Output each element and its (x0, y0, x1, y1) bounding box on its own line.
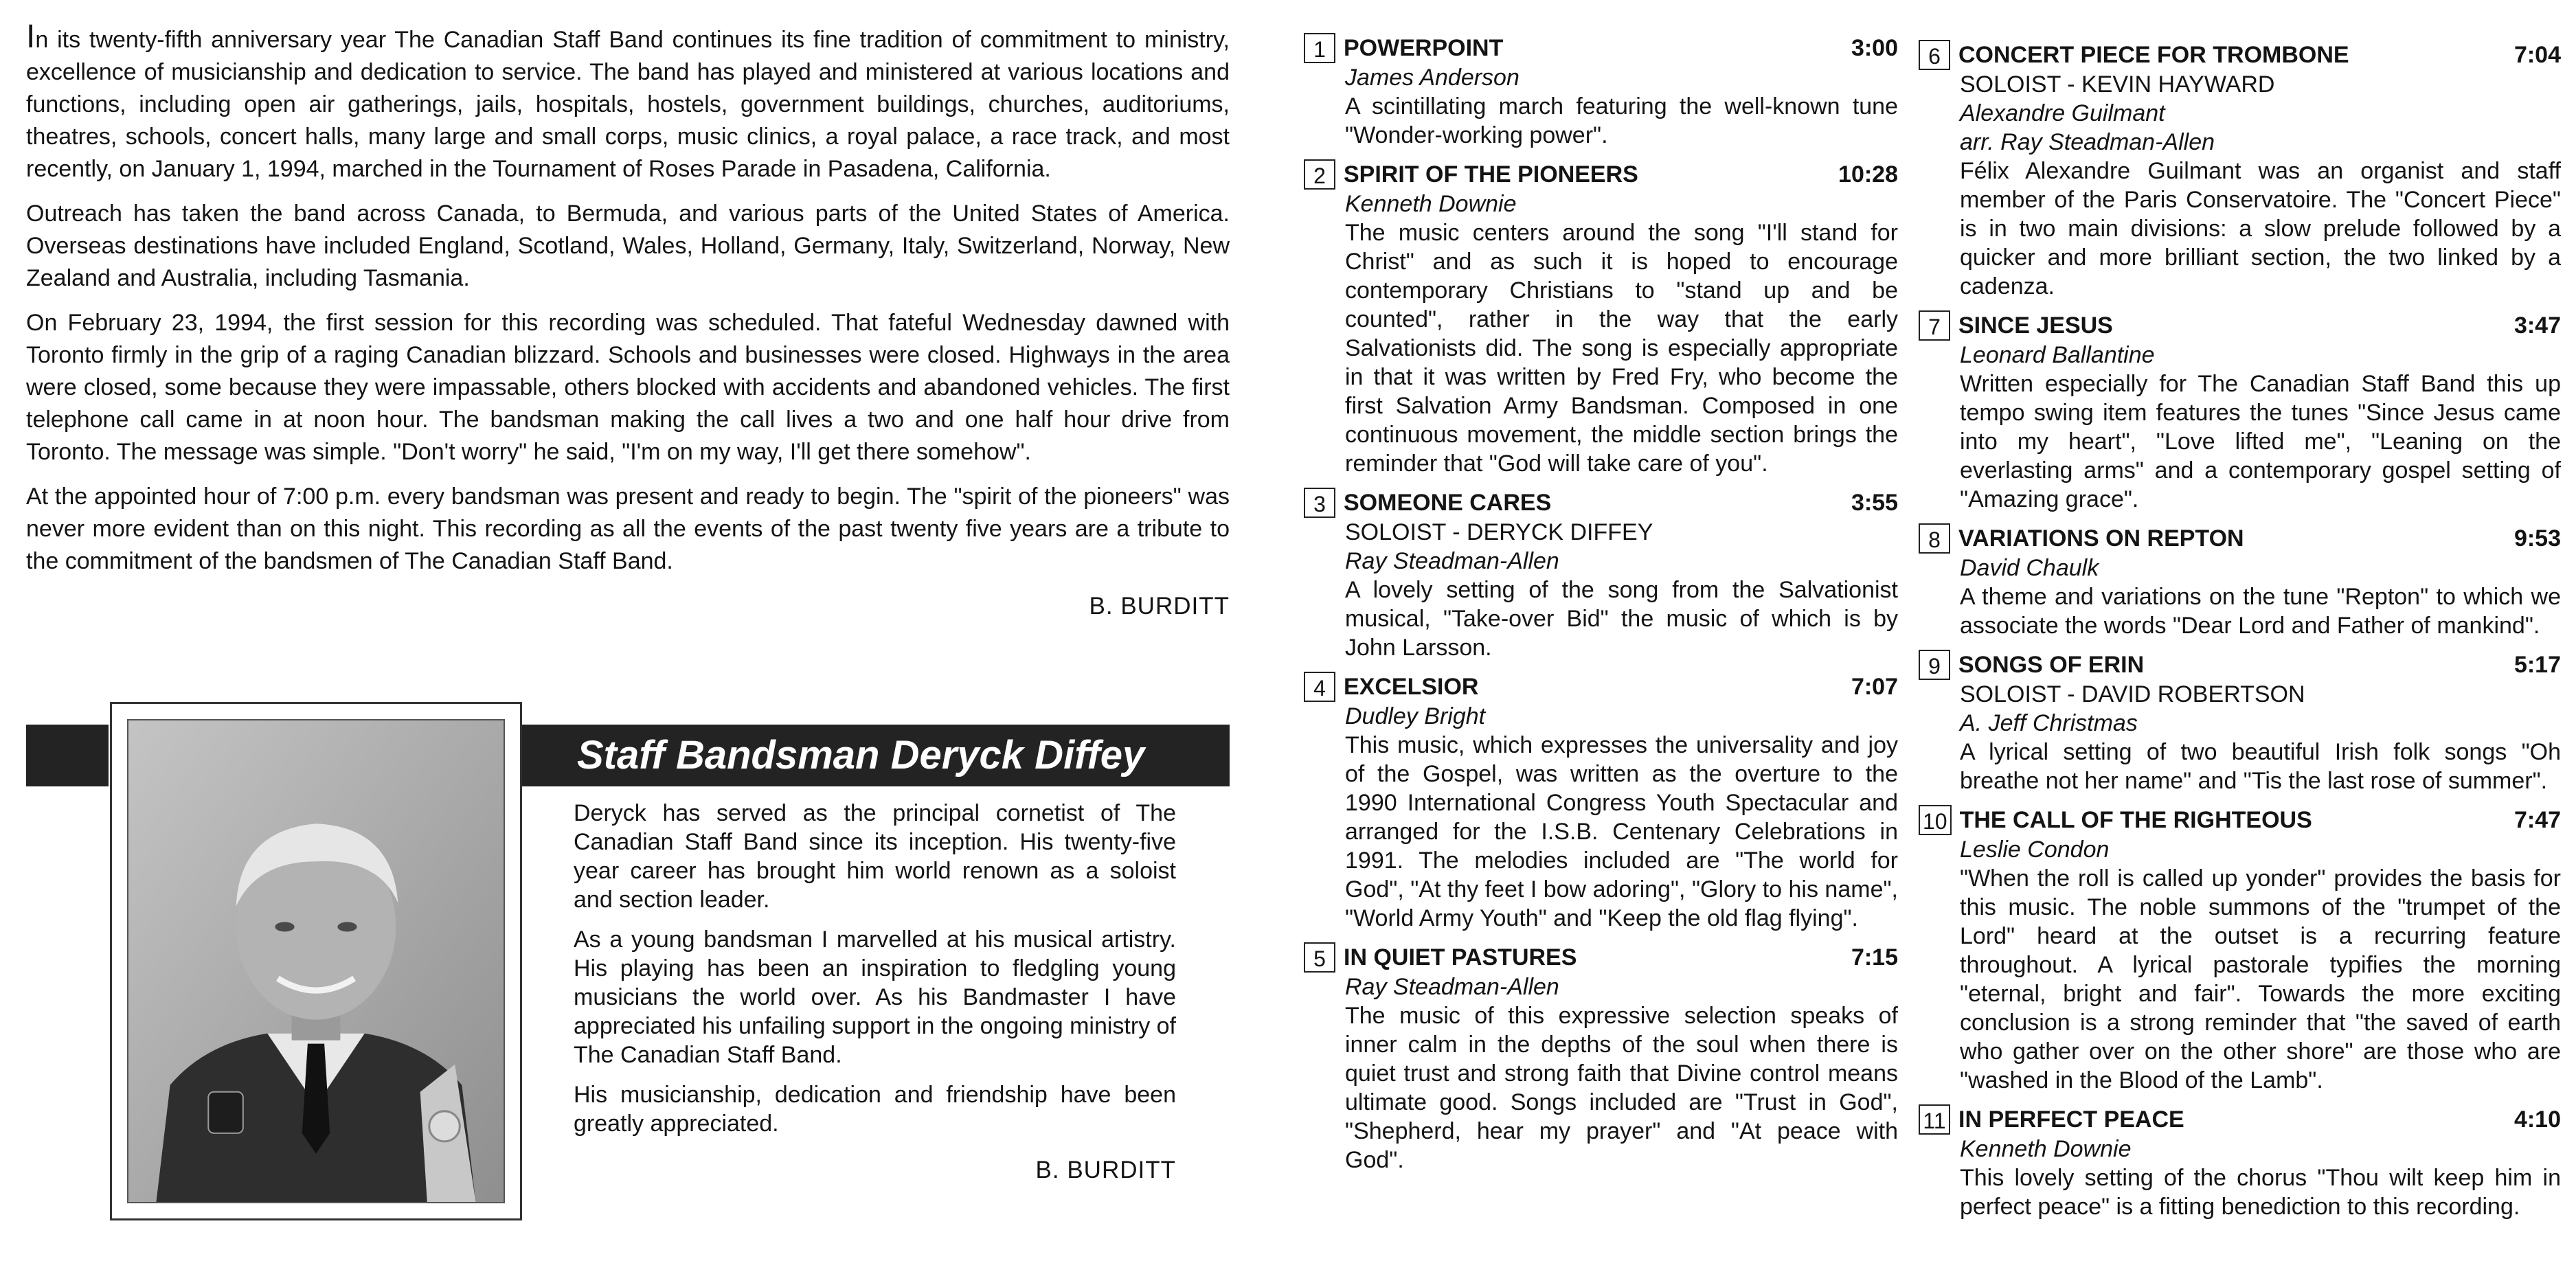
track-item (1919, 310, 2561, 514)
track-description: The music of this expressive selection speaks of inner calm in the depths of the soul when there is quiet trust and strong faith that Divine control means ultimate good. Songs included are "Trust in God", "Shepherd, hear my prayer" and "At peace with God". (1345, 1003, 1898, 1173)
track-description: This music, which expresses the universality and joy of the Gospel, was written as the overture to the 1990 International Congress Youth Spectacular and arranged for the I.S.B. Centenary Celebrations in 1991. The melodies included are "The world for God", "At thy feet I bow adoring", "Glory to his name", "World Army Youth" and "Keep the old flag flying". (1345, 732, 1898, 931)
track-item (1304, 33, 1898, 150)
track-description: "When the roll is called up yonder" provides the basis for this music. The noble summons of the "trumpet of the Lord" heard at the outset is a recurring feature throughout. A lyrical pastorale typifies the morning "eternal, bright and fair". Towards the more exciting conclusion is a strong reminder that "the saved of earth who gather over on the other shore" are those who are "washed in the Blood of the Lamb". (1960, 865, 2561, 1093)
track-number: 8 (1919, 523, 1950, 554)
track-composer: Ray Steadman-Allen (1345, 548, 1559, 574)
track-time: 3:55 (1851, 490, 1898, 516)
track-time: 7:07 (1851, 674, 1898, 700)
track-time: 7:47 (2513, 807, 2561, 833)
track-item (1919, 40, 2561, 301)
track-composer: A. Jeff Christmas (1960, 710, 2138, 736)
intro-signature: B. BURDITT (1089, 593, 1230, 620)
track-number: 5 (1304, 942, 1335, 973)
bio-paragraph-2: As a young bandsman I marvelled at his musical artistry. His playing has been an inspiration to fledgling young musicians the world over. As his Bandmaster I have appreciated his unfailing support in the ongoing ministry of The Canadian Staff Band. (574, 927, 1176, 1068)
photo-frame (110, 702, 522, 1220)
track-item (1304, 159, 1898, 478)
track-composer: Leslie Condon (1960, 837, 2110, 863)
track-time: 4:10 (2513, 1106, 2561, 1133)
track-title: EXCELSIOR (1344, 674, 1479, 700)
track-composer: Kenneth Downie (1345, 191, 1517, 217)
track-title: THE CALL OF THE RIGHTEOUS (1959, 807, 2312, 833)
track-number: 2 (1304, 159, 1335, 190)
intro-paragraph-2: Outreach has taken the band across Canada, to Bermuda, and various parts of the United States of America. Overseas destinations have included England, Scotland, Wales, Holland, Germany, Italy, Switzerland, Norway, New Zealand and Australia, including Tasmania. (26, 201, 1230, 291)
track-item (1304, 488, 1898, 662)
track-number: 9 (1919, 650, 1950, 680)
track-composer: Alexandre Guilmant (1960, 100, 2165, 126)
track-soloist: SOLOIST - DAVID ROBERTSON (1960, 681, 2305, 707)
track-description: Written especially for The Canadian Staff Band this up tempo swing item features the tunes "Since Jesus came into my heart", "Love lifted me", "Leaning on the everlasting arms" and a contemporary gospel setting of "Amazing grace". (1960, 371, 2561, 512)
track-time: 3:00 (1851, 35, 1898, 61)
track-title: IN QUIET PASTURES (1344, 944, 1577, 970)
track-list-column-2 (1919, 40, 2561, 1231)
track-description: A lyrical setting of two beautiful Irish folk songs "Oh breathe not her name" and "Tis the last rose of summer". (1960, 739, 2561, 794)
track-soloist: SOLOIST - KEVIN HAYWARD (1960, 71, 2275, 98)
bio-paragraph-1: Deryck has served as the principal cornetist of The Canadian Staff Band since its inception. His twenty-five year career has brought him world renown as a soloist and section leader. (574, 800, 1176, 913)
track-time: 9:53 (2513, 525, 2561, 552)
track-description: Félix Alexandre Guilmant was an organist and staff member of the Paris Conservatoire. The "Concert Piece" is in two main divisions: a slow prelude followed by a quicker and more brilliant section, the two linked by a cadenza. (1960, 158, 2561, 299)
track-item (1304, 672, 1898, 933)
bio-signature: B. BURDITT (1035, 1157, 1176, 1183)
track-title: CONCERT PIECE FOR TROMBONE (1958, 42, 2349, 68)
track-time: 3:47 (2513, 313, 2561, 339)
banner-bar-left (26, 725, 109, 786)
track-list-column-1 (1304, 33, 1898, 1184)
track-item (1919, 1104, 2561, 1221)
track-number: 7 (1919, 310, 1950, 341)
track-description: A scintillating march featuring the well-known tune "Wonder-working power". (1345, 93, 1898, 148)
track-composer: Kenneth Downie (1960, 1136, 2132, 1162)
track-time: 7:15 (1851, 944, 1898, 970)
track-time: 10:28 (1838, 161, 1898, 188)
track-composer: Dudley Bright (1345, 703, 1486, 729)
track-number: 6 (1919, 40, 1950, 70)
intro-paragraph-4: At the appointed hour of 7:00 p.m. every bandsman was present and ready to begin. The "spirit of the pioneers" was never more evident than on this night. This recording as all the events of the past twenty five years are a tribute to the commitment of the bandsmen of The Canadian Staff Band. (26, 484, 1230, 574)
track-arranger: arr. Ray Steadman-Allen (1960, 129, 2215, 155)
intro-paragraph-1-text: n its twenty-fifth anniversary year The Canadian Staff Band continues its fine tradition of commitment to ministry, excellence of musicianship and dedication to service. The band has played and ministered at various locations and functions, including open air gatherings, jails, hospitals, hostels, government buildings, churches, auditoriums, theatres, schools, concert halls, many large and small corps, music clinics, a royal palace, a race track, and most recently, on January 1, 1994, marched in the Tournament of Roses Parade in Pasadena, California. (26, 27, 1230, 182)
track-composer: Leonard Ballantine (1960, 342, 2155, 368)
intro-paragraph-3: On February 23, 1994, the first session for this recording was scheduled. That fateful Wednesday dawned with Toronto firmly in the grip of a raging Canadian blizzard. Schools and businesses were closed. Highways in the area were closed, some because they were impassable, others blocked with accidents and abandoned vehicles. The first telephone call came in at noon hour. The bandsman making the call lives a two and one half hour drive from Toronto. The message was simple. "Don't worry" he said, "I'm on my way, I'll get there somehow". (26, 310, 1230, 465)
track-description: A lovely setting of the song from the Salvationist musical, "Take-over Bid" the music of which is by John Larsson. (1345, 577, 1898, 661)
track-time: 5:17 (2513, 652, 2561, 678)
track-title: SINCE JESUS (1958, 313, 2113, 339)
track-title: SONGS OF ERIN (1958, 652, 2145, 678)
track-description: A theme and variations on the tune "Repton" to which we associate the words "Dear Lord and Father of mankind". (1960, 584, 2561, 639)
bio-paragraph-3: His musicianship, dedication and friendship have been greatly appreciated. (574, 1082, 1176, 1137)
track-soloist: SOLOIST - DERYCK DIFFEY (1345, 519, 1653, 545)
track-item (1919, 523, 2561, 640)
track-time: 7:04 (2513, 42, 2561, 68)
track-composer: Ray Steadman-Allen (1345, 974, 1559, 1000)
intro-text (26, 19, 1230, 622)
track-number: 1 (1304, 33, 1335, 63)
track-title: IN PERFECT PEACE (1958, 1106, 2184, 1133)
track-title: SOMEONE CARES (1344, 490, 1552, 516)
track-number: 3 (1304, 488, 1335, 518)
track-number: 10 (1919, 805, 1952, 835)
track-title: POWERPOINT (1344, 35, 1504, 61)
track-composer: James Anderson (1345, 65, 1519, 91)
track-description: This lovely setting of the chorus "Thou wilt keep him in perfect peace" is a fitting benediction to this recording. (1960, 1165, 2561, 1220)
track-description: The music centers around the song "I'll stand for Christ" and as such it is hoped to encourage contemporary Christians to "stand up and be counted", rather in the way that the early Salvationists did. The song is especially appropriate in that it was written by Fred Fry, who become the first Salvation Army Bandsman. Composed in one continuous movement, the middle section brings the reminder that "God will take care of you". (1345, 220, 1898, 477)
track-title: SPIRIT OF THE PIONEERS (1344, 161, 1638, 188)
track-number: 4 (1304, 672, 1335, 702)
feature-title: Staff Bandsman Deryck Diffey (522, 725, 1230, 786)
track-item (1919, 650, 2561, 795)
track-item (1304, 942, 1898, 1174)
feature-bio (574, 799, 1176, 1185)
track-number: 11 (1919, 1104, 1950, 1135)
intro-paragraph-1 (26, 19, 1230, 185)
portrait-illustration (128, 720, 504, 1202)
bandsman-photo (127, 719, 505, 1203)
track-title: VARIATIONS ON REPTON (1958, 525, 2244, 552)
track-item (1919, 805, 2561, 1095)
drop-cap: I (26, 19, 36, 55)
track-composer: David Chaulk (1960, 555, 2099, 581)
